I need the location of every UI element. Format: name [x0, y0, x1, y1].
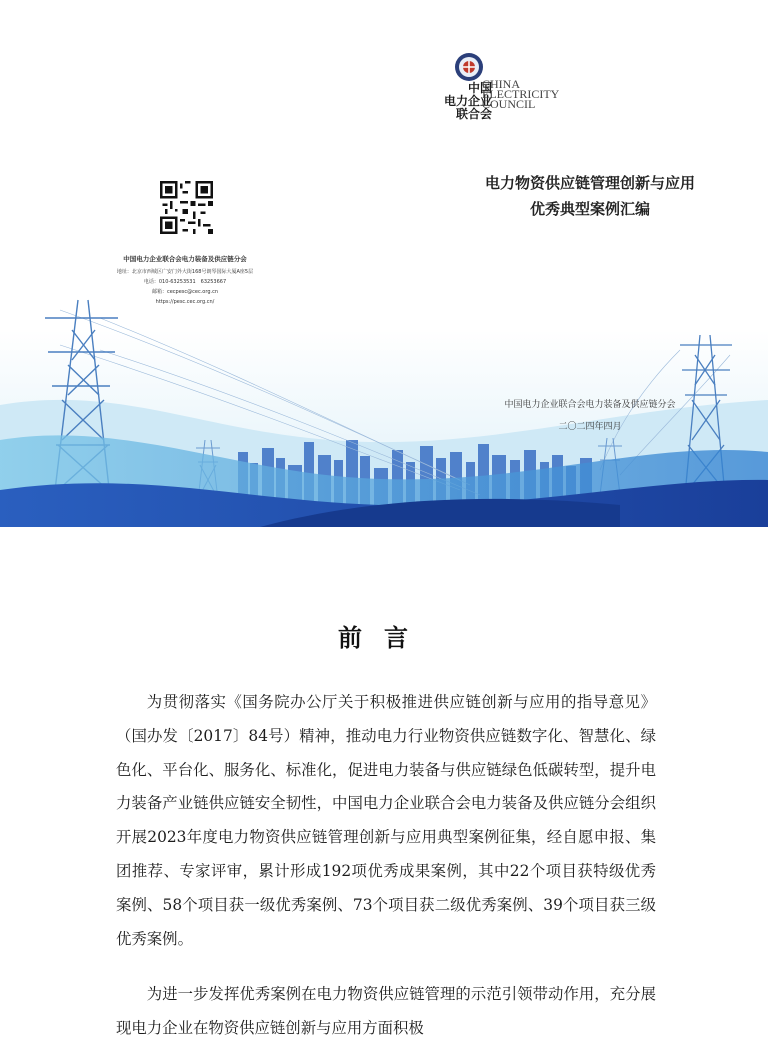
- cover-date: 二〇二四年四月: [558, 422, 622, 432]
- contact-website[interactable]: https://pesc.cec.org.cn/: [155, 299, 215, 305]
- cover-title: 电力物资供应链管理创新与应用 优秀典型案例汇编: [484, 174, 695, 218]
- preface-paragraph-1: 为贯彻落实《国务院办公厅关于积极推进供应链创新与应用的指导意见》（国办发〔2017〕84号）精神，推动电力行业物资供应链数字化、智慧化、绿色化、平台化、服务化、标准化，促进电力装备与供应链绿色低碳转型，提升电力装备产业链供应链安全韧性，中国电力企业联合会电力装备及供应链分会组织开展2023年度电力物资供应链管理创新与应用典型案例征集，经自愿申报、集团推荐、专家评审，累计形成192项优秀成果案例，其中22个项目获特级优秀案例、58个项目获一级优秀案例、73个项目获二级优秀案例、39个项目获三级优秀案例。: [116, 693, 656, 948]
- cec-seal-icon: [454, 52, 484, 82]
- contact-phone: 电话：010-63253531 63253667: [143, 279, 227, 285]
- logo-english-name: CHINA ELECTRICITY COUNCIL: [482, 77, 560, 111]
- contact-email[interactable]: 邮箱：cecpesc@cec.org.cn: [151, 289, 219, 295]
- preface-title: 前言: [338, 623, 430, 652]
- contact-address: 地址：北京市西城区广安门外大街168号朗琴国际大厦A座5层: [116, 269, 254, 275]
- qr-code-icon: [160, 181, 213, 234]
- cover-publisher: 中国电力企业联合会电力装备及供应链分会: [504, 400, 676, 410]
- contact-org-name: 中国电力企业联合会电力装备及供应链分会: [123, 255, 247, 263]
- contact-block: [40, 254, 330, 307]
- preface-paragraph-2: 为进一步发挥优秀案例在电力物资供应链管理的示范引领带动作用，充分展现电力企业在物资供应链创新与应用方面积极: [116, 985, 656, 1037]
- logo-chinese-name: 中国 电力企业 联合会: [443, 81, 492, 121]
- cec-logo: [432, 52, 582, 132]
